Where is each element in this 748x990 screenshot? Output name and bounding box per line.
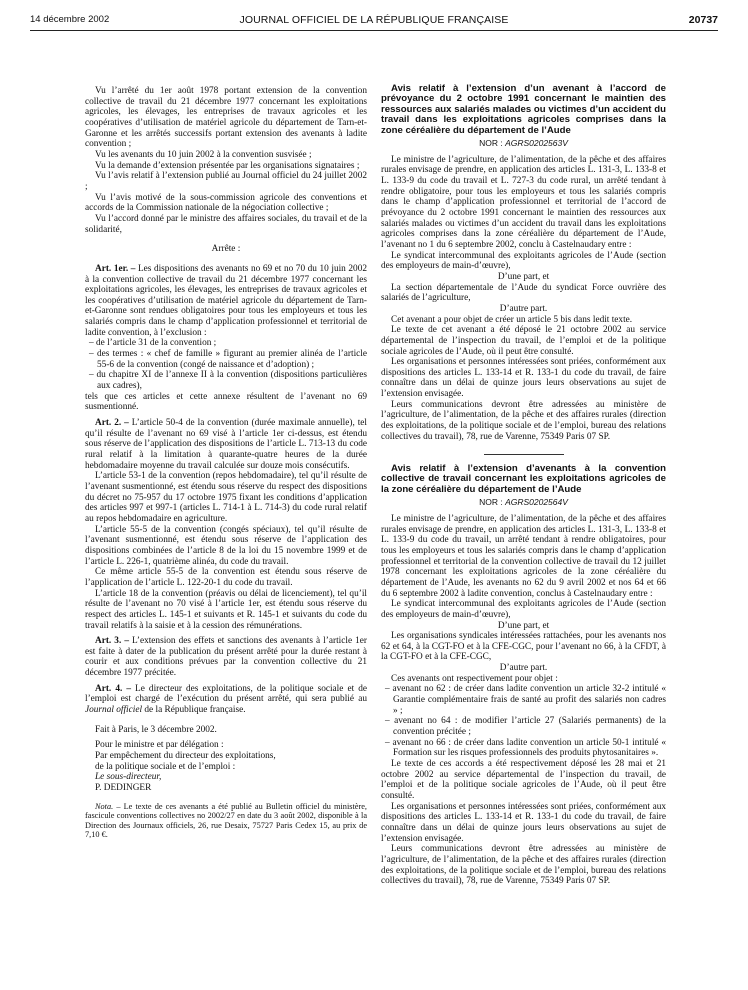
header-page-number: 20737 [688,14,718,26]
article-1-item: – du chapitre XI de l’annexe II à la convention (dispositions particulières aux cadres), [89,370,367,392]
vu-paragraph: Vu l’arrêté du 1er août 1978 portant extension de la convention collective de travail du 21 décembre 1977 concernant les exploitations agricoles, les élevages, les entreprises de travaux agricoles et les coopératives d’utilisation de matériel agricole du département de Tarn-et-Garonne et les arrêtés successifs portant extension des avenants à ladite convention ; [85,86,367,150]
article-2-paragraph: Ce même article 55-5 de la convention est étendu sous réserve de l’application de l’article L. 122-20-1 du code du travail. [85,567,367,588]
notice-2-objet: Ces avenants ont respectivement pour objet : [391,673,558,684]
notice-1-paragraph: Le texte de cet avenant a été déposé le 21 octobre 2002 au service départemental de l’inspection du travail, de l’emploi et de la politique sociale agricoles de l’Aude, où il peut être consulté. [381,325,666,357]
signature-line: Pour le ministre et par délégation : [95,740,224,751]
vu-paragraph: Vu les avenants du 10 juin 2002 à la convention susvisée ; [95,149,312,160]
article-4-label: Art. 4. – [95,683,131,694]
article-3 [85,636,367,679]
notice-1-nor-code: AGRS0202563V [505,138,568,149]
notice-2-part-1: D’une part, et [497,620,550,631]
notice-2-item: – avenant no 62 : de créer dans ladite convention un article 32-2 intitulé « Garantie complémentaire frais de santé au profit des salariés non cadres » ; [385,684,666,716]
left-column [85,86,367,839]
notice-2-item: – avenant no 66 : de créer dans ladite convention un article 50-1 intitulé « Formation sur les risques professionnels des produits phytosanitaires ». [385,737,666,759]
notice-2-paragraph: Le ministre de l’agriculture, de l’alimentation, de la pêche et des affaires rurales envisage de prendre, en application des articles L. 131-3, L. 133-8 et L. 133-9 du code du travail, un arrêté tendant à rendre obligatoires, pour tous les employeurs et tous les salariés compris dans le champ d’application professionnel et territorial de la convention collective de travail du 12 juillet 1978 concernant les exploitations agricoles de la zone céréalière du département de l’Aude, les avenants no 62 du 9 avril 2002 et nos 64 et 66 du 6 septembre 2002 à ladite convention, conclus à Castelnaudary entre : [381,513,666,599]
notice-1-paragraph: Cet avenant a pour objet de créer un article 5 bis dans ledit texte. [391,314,633,325]
article-2-label: Art. 2. – [95,418,129,429]
article-2 [85,418,367,471]
right-column [381,84,666,887]
notice-1-part-1: D’une part, et [497,271,550,282]
nota-text: – Le texte de ces avenants a été publié au Bulletin officiel du ministère, fascicule conventions collectives no 2002/27 en date du 3 août 2002, disponible à la Direction des Journaux officiels, 26, rue Desaix, 75727 Paris Cedex 15, au prix de 7,10 €. [85,801,367,839]
article-4-text-b: de la République française. [142,705,246,716]
notice-2-paragraph: Les organisations et personnes intéressées sont priées, conformément aux dispositions des articles L. 133-14 et R. 133-1 du code du travail, de faire connaître dans un délai de quinze jours leurs observations au sujet de l’extension envisagée. [381,801,666,844]
notice-2-item: – avenant no 64 : de modifier l’article 27 (Salariés permanents) de la convention précitée ; [385,716,666,738]
article-3-label: Art. 3. – [95,636,129,647]
vu-paragraph: Vu l’avis relatif à l’extension publié au Journal officiel du 24 juillet 2002 ; [85,171,367,192]
notice-2-part-2: D’autre part. [499,663,548,674]
notice-1-nor [381,138,666,149]
article-2-paragraph: L’article 53-1 de la convention (repos hebdomadaire), tel qu’il résulte de l’avenant susmentionné, est étendu sous réserve du respect des dispositions du décret no 75-957 du 17 octobre 1975 fixant les conditions d’application des articles 997 et 997-1 (articles L. 714-1 à L. 714-3) du code rural relatif au repos hebdomadaire en agriculture. [85,471,367,524]
fait-a-paris: Fait à Paris, le 3 décembre 2002. [95,724,217,735]
article-3-text: L’extension des effets et sanctions des avenants à l’article 1er est faite à dater de la publication du présent arrêté pour la durée restant à courir et aux conditions prévues par la convention collective du 21 décembre 1977 précitée. [85,636,368,679]
article-1-item: – des termes : « chef de famille » figurant au premier alinéa de l’article 55-6 de la convention (congé de naissance et d’adoption) ; [89,349,367,370]
notice-2-paragraph: Leurs communications devront être adressées au ministère de l’agriculture, de l’alimentation, de la pêche et des affaires rurales (direction des exploitations, de la politique sociale et de l’emploi, bureau des relations collectives du travail), 78, rue de Varenne, 75349 Paris 07 SP. [381,844,666,887]
notice-1-nor-label: NOR : [479,138,506,149]
article-1-text: Les dispositions des avenants no 69 et no 70 du 10 juin 2002 à la convention collective de travail du 21 décembre 1977 concernant les exploitations agricoles, les élevages, les entreprises de travaux agricoles et les coopératives d’utilisation de matériel agricole du département de Tarn-et-Garonne sont rendues obligatoires pour tous les employeurs et tous les salariés compris dans le champ d’application professionnel et territorial de ladite convention, à l’exclusion : [85,263,367,338]
header-date: 14 décembre 2002 [30,14,110,25]
signature-line: Par empêchement du directeur des exploitations, [95,751,276,762]
article-1-tail: tels que ces articles et cette annexe résultent de l’avenant no 69 susmentionné. [85,391,367,413]
article-1 [85,264,367,339]
notice-2-nor-code: AGRS0202564V [505,497,568,508]
notice-1-paragraph: La section départementale de l’Aude du syndicat Force ouvrière des salariés de l’agriculture, [381,282,666,304]
article-2-text: L’article 50-4 de la convention (durée maximale annuelle), tel qu’il résulte de l’avenant no 69 visé à l’article 1er ci-dessus, est étendu sous réserve de l’application des dispositions de l’article L. 713-13 du code rural relatif à la limitation à quarante-quatre heures de la durée hebdomadaire moyenne du travail calculée sur douze mois consécutifs. [85,418,368,471]
article-2-paragraph: L’article 55-5 de la convention (congés spéciaux), tel qu’il résulte de l’avenant susmentionné, est étendu sous réserve de l’application des dispositions combinées de l’article 8 de la loi du 15 novembre 1999 et de l’article L. 226-1, quatrième alinéa, du code du travail. [85,524,367,567]
notice-1-paragraph: Leurs communications devront être adressées au ministère de l’agriculture, de l’alimentation, de la pêche et des affaires rurales (direction des exploitations, de la politique sociale et de l’emploi, bureau des relations collectives du travail), 78, rue de Varenne, 75349 Paris 07 SP. [381,399,666,442]
notice-2-nor [381,497,666,508]
article-1-label: Art. 1er. – [95,263,136,274]
notice-2-paragraph: Les organisations syndicales intéressées rattachées, pour les avenants nos 62 et 64, à la CGT-FO et à la CFE-CGC, pour l’avenant no 66, à la CFDT, à la CGT-FO et à la CFE-CGC, [381,631,666,663]
article-4-journal: Journal officiel [85,705,143,716]
signature-name: P. DEDINGER [95,783,152,794]
notice-1-paragraph: Le ministre de l’agriculture, de l’alimentation, de la pêche et des affaires rurales envisage de prendre, en application des articles L. 131-3, L. 133-8 et L. 133-9 du code du travail et L. 727-3 du code rural, un arrêté tendant à rendre obligatoire, pour tous les employeurs et tous les salariés compris dans le champ d’application professionnel et territorial de l’accord de prévoyance du 2 octobre 1991 concernant le maintien des ressources aux salariés malades ou victimes d’un accident du travail dans les exploitations agricoles comprises dans la zone céréalière du département de l’Aude, l’avenant no 1 du 6 septembre 2002, conclu à Castelnaudary entre : [381,154,666,250]
vu-paragraph: Vu l’accord donné par le ministre des affaires sociales, du travail et de la solidarité, [85,213,367,235]
header-journal-title: JOURNAL OFFICIEL DE LA RÉPUBLIQUE FRANÇAISE [239,14,509,26]
signature-line: de la politique sociale et de l’emploi : [95,761,236,772]
article-4-text-a: Le directeur des exploitations, de la politique sociale et de l’emploi est chargé de l’exécution du présent arrêté, qui sera publié au [85,683,367,705]
article-2-paragraph: L’article 18 de la convention (préavis ou délai de licenciement), tel qu’il résulte de l’avenant no 70 visé à l’article 1er, est étendu sous réserve du respect des articles L. 145-1 et suivants et R. 145-1 et suivants du code du travail relatifs à la saisie et à la cession des rémunérations. [85,588,367,631]
nota-note [85,802,367,840]
notice-1-part-2: D’autre part. [499,303,548,314]
signature-role: Le sous-directeur, [95,772,162,783]
notice-2-paragraph: Le texte de ces accords a été respectivement déposé les 28 mai et 21 octobre 2002 au service départemental de l’inspection du travail, de l’emploi et de la politique sociale agricoles de l’Aude, où il peut être consulté. [381,759,666,801]
arrete-heading: Arrête : [211,244,241,255]
notice-2-nor-label: NOR : [479,497,506,508]
nota-label: Nota. [95,801,114,811]
header-rule [30,30,718,31]
vu-paragraph: Vu la demande d’extension présentée par les organisations signataires ; [95,160,360,171]
notice-2-paragraph: Le syndicat intercommunal des exploitants agricoles de l’Aude (section des employeurs de main-d’œuvre), [381,599,666,620]
article-1-item: – de l’article 31 de la convention ; [89,338,217,349]
article-4 [85,684,367,716]
notice-1-title: Avis relatif à l’extension d’un avenant à l’accord de prévoyance du 2 octobre 1991 concernant le maintien des ressources aux salariés malades ou victimes d’un accident du travail dans les exploitations agricoles comprises dans la zone céréalière du département de l’Aude [381,83,666,136]
notice-1-paragraph: Les organisations et personnes intéressées sont priées, conformément aux dispositions des articles L. 133-14 et R. 133-1 du code du travail, de faire connaître dans un délai de quinze jours leurs observations au sujet de l’extension envisagée. [381,357,666,400]
page-header [30,14,718,30]
vu-paragraph: Vu l’avis motivé de la sous-commission agricole des conventions et accords de la Commission nationale de la négociation collective ; [85,192,367,214]
notice-separator [381,448,666,459]
notice-2-title: Avis relatif à l’extension d’avenants à la convention collective de travail concernant les exploitations agricoles de la zone céréalière du département de l’Aude [381,463,666,495]
notice-1-paragraph: Le syndicat intercommunal des exploitants agricoles de l’Aude (section des employeurs de main-d’œuvre), [381,250,666,272]
